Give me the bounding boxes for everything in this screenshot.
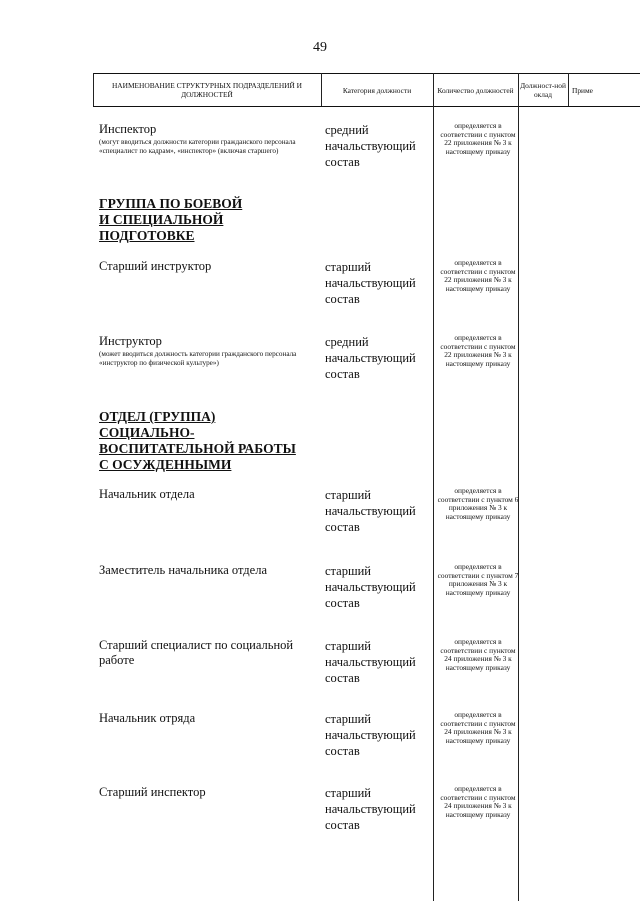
position-category: старший начальствующий состав [325,488,416,534]
column-divider [568,73,569,106]
section-heading: ГРУППА ПО БОЕВОЙ И СПЕЦИАЛЬНОЙ ПОДГОТОВКЕ [99,196,243,243]
table-header [93,73,640,107]
position-quantity: определяется в соответствии с пунктом 7 приложения № 3 к настоящему приказу [437,562,519,597]
position-note: (могут вводиться должности категории гражданского персонала «специалист по кадрам», «инспектор» (включая старшего) [99,138,296,155]
position-category: средний начальствующий состав [325,123,416,169]
position-title: Начальник отдела [99,487,195,501]
position-name [99,259,319,274]
position-quantity: определяется в соответствии с пунктом 24 приложения № 3 к настоящему приказу [440,710,516,745]
position-title: Инспектор [99,122,157,136]
header-note-column: Приме [572,85,593,95]
position-category: старший начальствующий состав [325,786,416,832]
position-title: Заместитель начальника отдела [99,563,267,577]
position-quantity: определяется в соответствии с пунктом 22 приложения № 3 к настоящему приказу [440,121,516,156]
position-quantity: определяется в соответствии с пунктом 22 приложения № 3 к настоящему приказу [440,333,516,368]
position-category: старший начальствующий состав [325,712,416,758]
position-title: Инструктор [99,334,162,348]
position-name [99,487,319,502]
header-quantity-column: Количество должностей [437,85,514,95]
column-divider [321,73,322,106]
header-category-column: Категория должности [342,85,412,95]
position-quantity: определяется в соответствии с пунктом 22 приложения № 3 к настоящему приказу [440,258,516,293]
position-category: старший начальствующий состав [325,564,416,610]
position-title: Старший специалист по социальной работе [99,638,294,667]
position-name [99,122,319,156]
position-title: Начальник отряда [99,711,196,725]
position-quantity: определяется в соответствии с пунктом 24 приложения № 3 к настоящему приказу [440,784,516,819]
header-name-column: НАИМЕНОВАНИЕ СТРУКТУРНЫХ ПОДРАЗДЕЛЕНИЙ И ДОЛЖНОСТЕЙ [111,81,303,99]
position-note: (может вводиться должность категории гражданского персонала «инструктор по физической культуре») [99,350,297,367]
header-salary-column: Должност-ной оклад [520,81,566,99]
section-heading: ОТДЕЛ (ГРУППА) СОЦИАЛЬНО- ВОСПИТАТЕЛЬНОЙ РАБОТЫ С ОСУЖДЕННЫМИ [99,409,296,472]
position-name [99,785,319,800]
position-name [99,563,319,578]
position-title: Старший инструктор [99,259,212,273]
position-name [99,638,319,668]
position-name [99,334,319,368]
position-title: Старший инспектор [99,785,206,799]
position-quantity: определяется в соответствии с пунктом 6 приложения № 3 к настоящему приказу [437,486,519,521]
position-category: старший начальствующий состав [325,260,416,306]
position-name [99,711,319,726]
column-divider [93,73,94,106]
position-quantity: определяется в соответствии с пунктом 24 приложения № 3 к настоящему приказу [440,637,516,672]
page-number: 49 [313,40,327,55]
position-category: средний начальствующий состав [325,335,416,381]
position-category: старший начальствующий состав [325,639,416,685]
